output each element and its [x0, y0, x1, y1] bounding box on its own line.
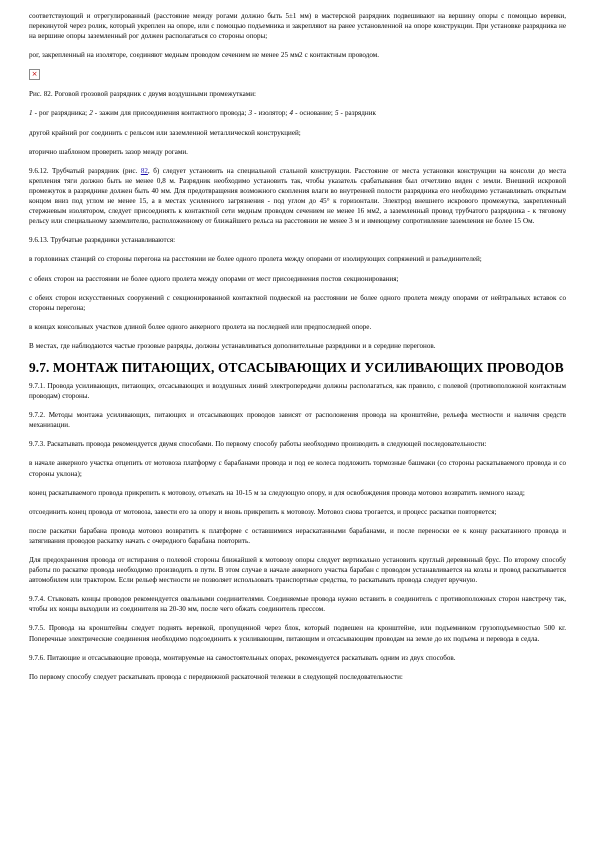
- step-detach-and-repeat: отсоединить конец провода от мотовоза, завести его за опору и вновь прикрепить к мотовозу. Мотовоз снова трогается, и процесс раскатки повторяется;: [29, 507, 497, 516]
- step-start-section: в начале анкерного участка отцепить от мотовоза платформу с барабанами провода и под ее колеса подложить тормозные башмаки (со стороны раскатываемого провода и со стороны уклона);: [29, 459, 566, 478]
- section-9-6-13: 9.6.13. Трубчатые разрядники устанавливаются:: [29, 236, 176, 245]
- list-item-cantilever-sections: в концах консольных участков длиной более одного анкерного пролета на последней или предпоследней опоре.: [29, 322, 372, 331]
- list-item-sectioning-posts: с обеих сторон на расстоянии не более одного пролета между опорами от мест присоединения постов секционирования;: [29, 274, 399, 283]
- figure-caption: Рис. 82. Роговой грозовой разрядник с двумя воздушными промежутками:: [29, 90, 257, 99]
- broken-image-icon: ×: [29, 69, 40, 80]
- step-next-drum: после раскатки барабана провода мотовоз возвратить к платформе с оставшимися нераскатанными барабанами, и после переноски ее к концу раскатанного провода и затягивания проводов раскатку начать с очередного барабана повторить.: [29, 526, 566, 545]
- paragraph-second-method: Для предохранения провода от истирания о полевой стороны ближайшей к мотовозу опоры следует вертикально установить круглый деревянный брус. По второму способу работы по раскатке провода необходимо производить в пути. В этом случае в начале анкерного участка барабан с проводом устанавливается на козлы и провод раскатывается автомобилем или трактором. Если рельеф местности не позволяет использовать транспортные средства, то раскатывать провода следует вручную.: [29, 556, 566, 585]
- section-heading-9-7: 9.7. МОНТАЖ ПИТАЮЩИХ, ОТСАСЫВАЮЩИХ И УСИЛИВАЮЩИХ ПРОВОДОВ: [29, 359, 564, 375]
- section-9-7-1: 9.7.1. Провода усиливающих, питающих, отсасывающих и воздушных линий электропередачи должны располагаться, как правило, с полевой (противоположной контактным проводам) стороны.: [29, 381, 566, 401]
- section-9-7-4: 9.7.4. Стыковать концы проводов рекомендуется овальными соединителями. Соединяемые провода нужно вставить в соединитель с противоположных сторон навстречу так, чтобы их концы выходили из соединителя на 20-30 мм, после чего обжать соединитель прессом.: [29, 595, 566, 614]
- section-9-7-5: 9.7.5. Провода на кронштейны следует поднять веревкой, пропущенной через блок, который подвешен на кронштейне, или подъемником грузоподъемностью 500 кг. Поперечные электрические соединения необходимо подсоединить к усиливающим, питающим и отсасывающим проводам на земле до их подъема и перевода в седла.: [29, 624, 566, 643]
- section-9-7-3: 9.7.3. Раскатывать провода рекомендуется двумя способами. По первому способу работы необходимо производить в следующей последовательности:: [29, 440, 487, 449]
- paragraph-gap-check: вторично шаблоном проверить зазор между рогами.: [29, 147, 188, 156]
- paragraph-horn-connection: рог, закрепленный на изоляторе, соединяют медным проводом сечением не менее 25 мм2 с контактным проводом.: [29, 51, 380, 60]
- paragraph-other-horn: другой крайний рог соединить с рельсом или заземленной металлической конструкцией;: [29, 128, 301, 137]
- figure-82-link[interactable]: 82: [140, 166, 148, 175]
- section-9-7-2: 9.7.2. Методы монтажа усиливающих, питающих и отсасывающих проводов зависят от расположения провода на кронштейне, рельефа местности и наличия средств механизации.: [29, 411, 566, 430]
- paragraph-arrester-mounting: соответствующий и отрегулированный (расстояние между рогами должно быть 5±1 мм) в мастерской разрядник подвешивают на вершину опоры с помощью веревки, перекинутой через ролик, который укреплен на опоре, или с помощью подъемника и закрепляют на ранее установленной на опоре конструкции. При установке разрядника не на вершине опоры заземленный рог должен располагаться со стороны опоры;: [29, 12, 566, 41]
- paragraph-lightning-areas: В местах, где наблюдаются частые грозовые разряды, должны устанавливаться дополнительные разрядники и в середине перегонов.: [29, 341, 436, 350]
- list-item-station-throats: в горловинах станций со стороны перегона на расстоянии не более одного пролета между опорами от изолирующих сопряжений и разъединителей;: [29, 255, 482, 264]
- step-attach-wire-end: конец раскатываемого провода прикрепить к мотовозу, отъехать на 10-15 м за следующую опору, и для освобождения провода мотовоз возвратить немного назад;: [29, 488, 525, 497]
- figure-legend: 1 - рог разрядника; 2 - зажим для присоединения контактного провода; 3 - изолятор; 4 - основание; 5 - разрядник: [29, 109, 376, 118]
- section-9-7-6: 9.7.6. Питающие и отсасывающие провода, монтируемые на самостоятельных опорах, рекомендуется раскатывать одним из двух способов.: [29, 653, 456, 662]
- paragraph-first-method: По первому способу следует раскатывать провода с передвижной раскаточной тележки в следующей последовательности:: [29, 672, 403, 681]
- section-9-6-12: 9.6.12. Трубчатый разрядник (рис. 82, б) следует установить на специальной стальной конструкции. Расстояние от места установки конструкции на консоли до места крепления тяги должно быть не менее 0,8 м. Разрядник необходимо установить так, чтобы указатель срабатывания был отчетливо виден с земли. Внешний искровой промежуток в разряднике должен быть 40 мм. Для предотвращения возможного скопления влаги во внутренней полости разрядника его необходимо устанавливать открытым концом вниз под углом не менее 15, а в местах усиленного загрязнения - под углом до 45° к горизонтали. Электрод внешнего искрового промежутка, закрепленный стержневым изолятором, следует присоединять к контактной сети медным проводом сечением не менее 16 мм2, а заземленный провод трубчатого разрядника - к тяговому рельсу или специальному заземлителю, расположенному от ближайшего рельса на расстоянии не менее 3 м и имеющему сопротивление заземления не более 15 Ом.: [29, 166, 566, 226]
- list-item-artificial-structures: с обеих сторон искусственных сооружений с секционированной контактной подвеской на расстоянии не более одного пролета между опорами от нейтральных вставок со стороны перегона;: [29, 293, 566, 312]
